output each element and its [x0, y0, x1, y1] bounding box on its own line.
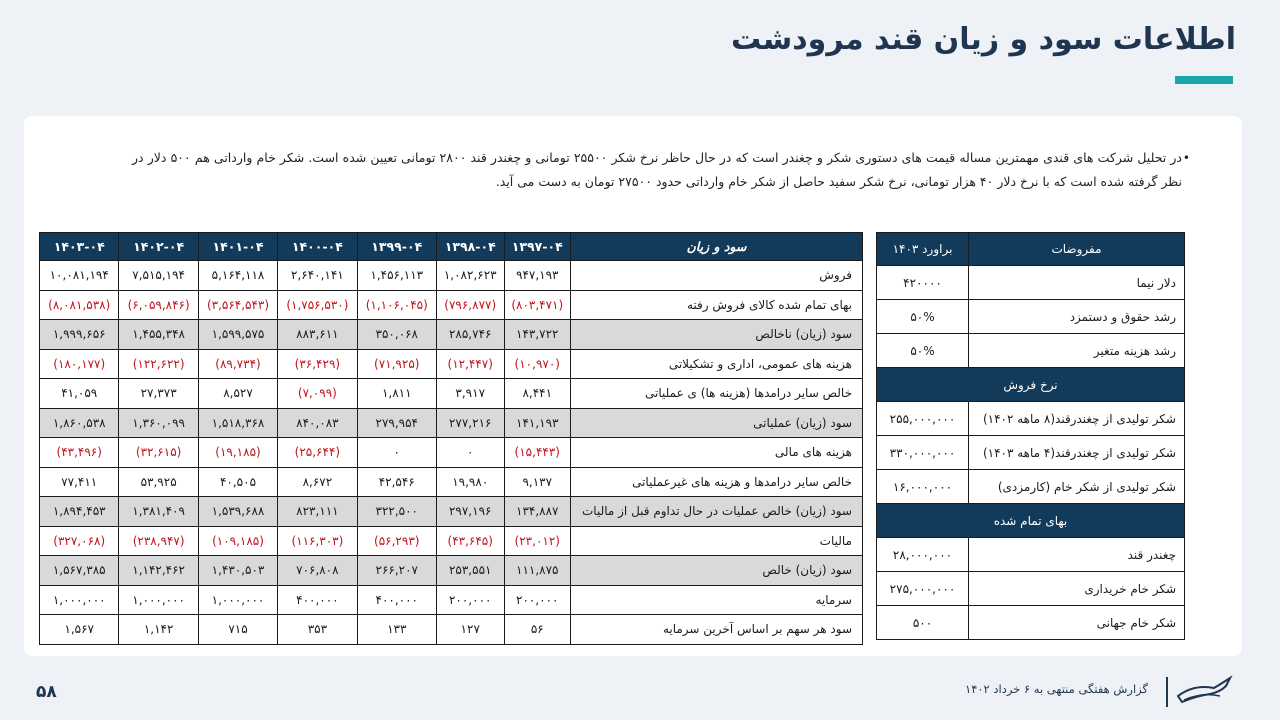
side-row-label: چغندر قند	[969, 538, 1185, 572]
table-cell: (۸۰۳,۴۷۱)	[504, 290, 570, 320]
table-cell: ۰	[357, 438, 436, 468]
side-row	[877, 538, 1185, 572]
header-year: ۱۴۰۳-۰۴	[40, 233, 119, 261]
table-header-row	[40, 233, 863, 261]
table-cell: ۲۷۷,۲۱۶	[436, 408, 504, 438]
table-cell: ۱,۵۱۸,۳۶۸	[198, 408, 277, 438]
side-row-label: شکر تولیدی از چغندرقند(۸ ماهه ۱۴۰۲)	[969, 402, 1185, 436]
table-cell: ۲۷,۳۷۳	[119, 379, 198, 409]
income-statement-table	[39, 232, 863, 645]
table-row	[40, 615, 863, 645]
footer-divider	[1166, 677, 1168, 707]
row-label: سود (زیان) خالص	[571, 556, 863, 586]
side-row	[877, 266, 1185, 300]
table-row	[40, 261, 863, 291]
table-cell: ۱,۳۸۱,۴۰۹	[119, 497, 198, 527]
header-year: ۱۳۹۷-۰۴	[504, 233, 570, 261]
sales-section-header	[877, 368, 1185, 402]
header-year: ۱۴۰۱-۰۴	[198, 233, 277, 261]
row-label: هزینه های عمومی، اداری و تشکیلاتی	[571, 349, 863, 379]
table-cell: ۸,۴۴۱	[504, 379, 570, 409]
cost-section-header-label: بهای تمام شده	[877, 504, 1185, 538]
side-row	[877, 470, 1185, 504]
table-cell: ۳,۹۱۷	[436, 379, 504, 409]
row-label: خالص سایر درامدها (هزینه ها) ی عملیاتی	[571, 379, 863, 409]
table-cell: ۲۵۳,۵۵۱	[436, 556, 504, 586]
table-cell: ۳۵۰,۰۶۸	[357, 320, 436, 350]
side-row-label: رشد هزینه متغیر	[969, 334, 1185, 368]
table-cell: ۱۹,۹۸۰	[436, 467, 504, 497]
table-cell: ۵۶	[504, 615, 570, 645]
table-row	[40, 585, 863, 615]
table-cell: (۴۳,۴۹۶)	[40, 438, 119, 468]
table-cell: (۶,۰۵۹,۸۴۶)	[119, 290, 198, 320]
table-cell: ۱۴۳,۷۲۲	[504, 320, 570, 350]
table-cell: ۱۳۴,۸۸۷	[504, 497, 570, 527]
table-cell: ۱,۴۵۶,۱۱۳	[357, 261, 436, 291]
table-cell: (۱۸۰,۱۷۷)	[40, 349, 119, 379]
table-row	[40, 408, 863, 438]
table-cell: ۲۶۶,۲۰۷	[357, 556, 436, 586]
side-row	[877, 572, 1185, 606]
side-row-label: شکر تولیدی از چغندرقند(۴ ماهه ۱۴۰۳)	[969, 436, 1185, 470]
table-cell: (۲۳۸,۹۴۷)	[119, 526, 198, 556]
table-cell: ۸۸۳,۶۱۱	[278, 320, 357, 350]
header-year: ۱۴۰۰-۰۴	[278, 233, 357, 261]
horse-logo-icon	[1174, 674, 1234, 708]
table-cell: (۱,۱۰۶,۰۴۵)	[357, 290, 436, 320]
table-cell: ۸۴۰,۰۸۳	[278, 408, 357, 438]
side-row-value: ۵۰%	[877, 300, 969, 334]
table-cell: ۹۴۷,۱۹۳	[504, 261, 570, 291]
side-row-value: ۳۳۰,۰۰۰,۰۰۰	[877, 436, 969, 470]
table-cell: ۲۷۹,۹۵۴	[357, 408, 436, 438]
side-row-value: ۲۸,۰۰۰,۰۰۰	[877, 538, 969, 572]
side-header-value: براورد ۱۴۰۳	[877, 233, 969, 266]
table-cell: ۳۲۲,۵۰۰	[357, 497, 436, 527]
assumptions-table	[876, 232, 1185, 640]
table-cell: (۷,۰۹۹)	[278, 379, 357, 409]
table-cell: ۱,۰۰۰,۰۰۰	[40, 585, 119, 615]
side-row-value: ۴۲۰۰۰۰	[877, 266, 969, 300]
row-label: سود (زیان) عملیاتی	[571, 408, 863, 438]
row-label: سود (زیان) خالص عملیات در حال تداوم قبل از مالیات	[571, 497, 863, 527]
side-row-label: شکر خام جهانی	[969, 606, 1185, 640]
table-cell: ۸۲۳,۱۱۱	[278, 497, 357, 527]
header-year: ۱۳۹۸-۰۴	[436, 233, 504, 261]
side-row	[877, 436, 1185, 470]
table-cell: (۱۰,۹۷۰)	[504, 349, 570, 379]
table-cell: ۱,۵۶۷	[40, 615, 119, 645]
side-row-label: رشد حقوق و دستمزد	[969, 300, 1185, 334]
table-cell: ۴۰۰,۰۰۰	[278, 585, 357, 615]
table-cell: ۱,۱۴۲,۴۶۲	[119, 556, 198, 586]
table-cell: (۲۵,۶۴۴)	[278, 438, 357, 468]
table-cell: ۲۰۰,۰۰۰	[504, 585, 570, 615]
table-row	[40, 467, 863, 497]
cost-section-header	[877, 504, 1185, 538]
side-row-value: ۲۵۵,۰۰۰,۰۰۰	[877, 402, 969, 436]
side-row-value: ۵۰%	[877, 334, 969, 368]
table-cell: ۱۱۱,۸۷۵	[504, 556, 570, 586]
table-cell: ۷۱۵	[198, 615, 277, 645]
side-row-value: ۲۷۵,۰۰۰,۰۰۰	[877, 572, 969, 606]
side-header-label: مفروضات	[969, 233, 1185, 266]
table-cell: (۵۶,۲۹۳)	[357, 526, 436, 556]
table-cell: ۹,۱۳۷	[504, 467, 570, 497]
table-cell: ۱,۵۹۹,۵۷۵	[198, 320, 277, 350]
table-cell: (۱۲,۴۴۷)	[436, 349, 504, 379]
table-cell: ۱,۱۴۲	[119, 615, 198, 645]
table-cell: ۴۲,۵۴۶	[357, 467, 436, 497]
table-cell: (۱۰۹,۱۸۵)	[198, 526, 277, 556]
table-cell: (۷۱,۹۲۵)	[357, 349, 436, 379]
table-cell: ۴۱,۰۵۹	[40, 379, 119, 409]
table-cell: ۴۰۰,۰۰۰	[357, 585, 436, 615]
page-number: ۵۸	[36, 682, 57, 702]
side-row-label: شکر تولیدی از شکر خام (کارمزدی)	[969, 470, 1185, 504]
table-cell: (۱۲۲,۶۲۲)	[119, 349, 198, 379]
table-cell: (۸۹,۷۳۴)	[198, 349, 277, 379]
table-cell: (۱,۷۵۶,۵۳۰)	[278, 290, 357, 320]
header-year: ۱۳۹۹-۰۴	[357, 233, 436, 261]
table-cell: ۱,۳۶۰,۰۹۹	[119, 408, 198, 438]
table-cell: ۱,۵۳۹,۶۸۸	[198, 497, 277, 527]
table-cell: ۲۰۰,۰۰۰	[436, 585, 504, 615]
table-row	[40, 526, 863, 556]
table-cell: ۳۵۳	[278, 615, 357, 645]
row-label: فروش	[571, 261, 863, 291]
header-year: ۱۴۰۲-۰۴	[119, 233, 198, 261]
table-row	[40, 349, 863, 379]
intro-paragraph: در تحلیل شرکت های قندی مهمترین مساله قیمت های دستوری شکر و چغندر است که در حال حاظر نرخ شکر ۲۵۵۰۰ تومانی و چغندر قند ۲۸۰۰ تومانی تعیین شده است. شکر خام وارداتی هم ۵۰۰ دلار در نظر گرفته شده است که با نرخ دلار ۴۰ هزار تومانی، نرخ شکر سفید حاصل از شکر خام وارداتی حدود ۲۷۵۰۰ تومان به دست می آید.	[132, 150, 1182, 189]
side-row	[877, 402, 1185, 436]
side-row-value: ۵۰۰	[877, 606, 969, 640]
table-cell: ۱۳۳	[357, 615, 436, 645]
table-cell: (۳۶,۴۲۹)	[278, 349, 357, 379]
table-cell: ۱,۰۰۰,۰۰۰	[198, 585, 277, 615]
table-cell: (۳۲,۶۱۵)	[119, 438, 198, 468]
table-cell: ۸,۵۲۷	[198, 379, 277, 409]
table-cell: ۱,۴۳۰,۵۰۳	[198, 556, 277, 586]
table-cell: ۸,۶۷۲	[278, 467, 357, 497]
table-cell: (۳۲۷,۰۶۸)	[40, 526, 119, 556]
table-cell: ۱,۹۹۹,۶۵۶	[40, 320, 119, 350]
table-cell: (۴۳,۶۴۵)	[436, 526, 504, 556]
table-cell: (۳,۵۶۴,۵۴۳)	[198, 290, 277, 320]
row-label: سود هر سهم بر اساس آخرین سرمایه	[571, 615, 863, 645]
table-cell: ۲۹۷,۱۹۶	[436, 497, 504, 527]
table-cell: (۱۹,۱۸۵)	[198, 438, 277, 468]
table-cell: ۵,۱۶۴,۱۱۸	[198, 261, 277, 291]
report-footer-text: گزارش هفتگی منتهی به ۶ خرداد ۱۴۰۲	[965, 682, 1148, 696]
table-cell: ۷,۵۱۵,۱۹۴	[119, 261, 198, 291]
table-cell: ۱۰,۰۸۱,۱۹۴	[40, 261, 119, 291]
row-label: مالیات	[571, 526, 863, 556]
page-title: اطلاعات سود و زیان قند مرودشت	[731, 22, 1236, 57]
side-header-row	[877, 233, 1185, 266]
table-row	[40, 379, 863, 409]
row-label: هزینه های مالی	[571, 438, 863, 468]
table-cell: ۲,۶۴۰,۱۴۱	[278, 261, 357, 291]
table-cell: (۸,۰۸۱,۵۳۸)	[40, 290, 119, 320]
row-label: سرمایه	[571, 585, 863, 615]
table-cell: ۲۸۵,۷۴۶	[436, 320, 504, 350]
side-row-label: شکر خام خریداری	[969, 572, 1185, 606]
side-row	[877, 606, 1185, 640]
table-cell: (۱۱۶,۳۰۳)	[278, 526, 357, 556]
table-row	[40, 438, 863, 468]
row-label: سود (زیان) ناخالص	[571, 320, 863, 350]
table-cell: ۷۰۶,۸۰۸	[278, 556, 357, 586]
table-cell: ۱۲۷	[436, 615, 504, 645]
table-cell: (۷۹۶,۸۷۷)	[436, 290, 504, 320]
table-cell: ۱,۸۹۴,۴۵۳	[40, 497, 119, 527]
table-cell: ۱,۰۸۲,۶۲۳	[436, 261, 504, 291]
sales-section-header-label: نرخ فروش	[877, 368, 1185, 402]
table-cell: ۰	[436, 438, 504, 468]
bullet-icon: •	[1182, 151, 1190, 165]
side-row	[877, 300, 1185, 334]
side-row-label: دلار نیما	[969, 266, 1185, 300]
row-label: بهای تمام شده کالای فروش رفته	[571, 290, 863, 320]
table-cell: ۴۰,۵۰۵	[198, 467, 277, 497]
table-row	[40, 320, 863, 350]
table-cell: (۲۳,۰۱۲)	[504, 526, 570, 556]
side-row	[877, 334, 1185, 368]
table-row	[40, 290, 863, 320]
title-accent-bar	[1175, 76, 1233, 84]
table-cell: ۱,۸۶۰,۵۳۸	[40, 408, 119, 438]
table-cell: ۱,۴۵۵,۳۴۸	[119, 320, 198, 350]
row-label: خالص سایر درامدها و هزینه های غیرعملیاتی	[571, 467, 863, 497]
table-cell: ۱,۰۰۰,۰۰۰	[119, 585, 198, 615]
table-row	[40, 497, 863, 527]
table-cell: ۷۷,۴۱۱	[40, 467, 119, 497]
header-label: سود و زیان	[571, 233, 863, 261]
table-cell: (۱۵,۴۴۳)	[504, 438, 570, 468]
table-cell: ۱,۵۶۷,۳۸۵	[40, 556, 119, 586]
table-cell: ۵۳,۹۲۵	[119, 467, 198, 497]
table-cell: ۱۴۱,۱۹۳	[504, 408, 570, 438]
side-row-value: ۱۶,۰۰۰,۰۰۰	[877, 470, 969, 504]
table-row	[40, 556, 863, 586]
table-cell: ۱,۸۱۱	[357, 379, 436, 409]
